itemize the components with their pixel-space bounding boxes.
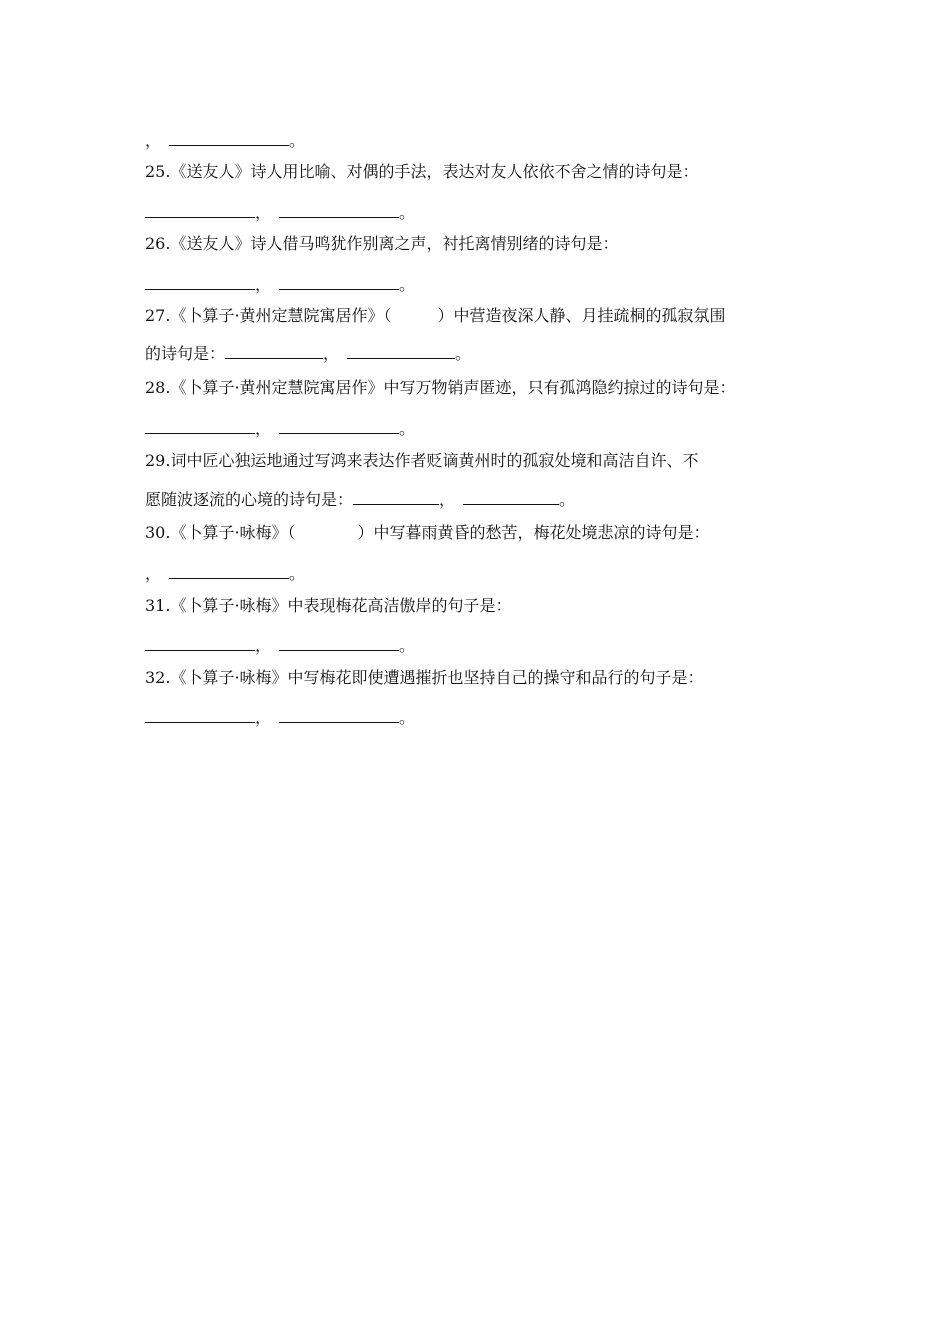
question-text-part-a: 30.《卜算子·咏梅》（ xyxy=(145,523,296,542)
question-28 xyxy=(145,377,736,399)
question-text: 26.《送友人》诗人借马鸣犹作别离之声，衬托离情别绪的诗句是： xyxy=(145,234,619,253)
question-27 xyxy=(145,305,726,327)
question-26-answer-line xyxy=(145,273,415,296)
question-31-answer-line xyxy=(145,634,415,657)
question-text-part-a: 29.词中匠心独运地通过写鸿来表达作者贬谪黄州时的孤寂处境和高洁自许、不 xyxy=(145,451,699,470)
answer-blank[interactable] xyxy=(279,201,399,218)
answer-blank[interactable] xyxy=(279,706,399,723)
question-text-part-c: 的诗句是： xyxy=(145,344,226,363)
period: 。 xyxy=(399,636,416,655)
answer-blank[interactable] xyxy=(347,342,455,359)
question-32-answer-line xyxy=(145,706,415,729)
answer-blank[interactable] xyxy=(279,634,399,651)
answer-blank[interactable] xyxy=(353,488,439,505)
answer-blank[interactable] xyxy=(145,706,255,723)
period: 。 xyxy=(559,490,576,509)
comma: ， xyxy=(145,564,162,583)
comma: ， xyxy=(439,490,456,509)
question-31 xyxy=(145,595,512,617)
question-25 xyxy=(145,161,698,183)
period: 。 xyxy=(399,419,416,438)
question-25-answer-line xyxy=(145,201,415,224)
answer-blank[interactable] xyxy=(279,417,399,434)
answer-blank[interactable] xyxy=(169,562,289,579)
question-30 xyxy=(145,522,710,544)
answer-blank[interactable] xyxy=(145,634,255,651)
question-text-part-b: ）中营造夜深人静、月挂疏桐的孤寂氛围 xyxy=(437,306,726,325)
question-text-part-a: 27.《卜算子·黄州定慧院寓居作》（ xyxy=(145,306,392,325)
period: 。 xyxy=(399,708,416,727)
question-27-answer-line xyxy=(145,342,471,365)
period: 。 xyxy=(289,131,306,150)
answer-blank[interactable] xyxy=(225,342,323,359)
comma: ， xyxy=(255,419,272,438)
period: 。 xyxy=(289,564,306,583)
answer-blank[interactable] xyxy=(145,273,255,290)
question-text: 25.《送友人》诗人用比喻、对偶的手法，表达对友人依依不舍之情的诗句是： xyxy=(145,162,699,181)
comma: ， xyxy=(255,275,272,294)
question-29 xyxy=(145,450,698,472)
answer-blank[interactable] xyxy=(145,201,255,218)
period: 。 xyxy=(399,275,416,294)
question-28-answer-line xyxy=(145,417,415,440)
question-text: 28.《卜算子·黄州定慧院寓居作》中写万物销声匿迹，只有孤鸿隐约掠过的诗句是： xyxy=(145,378,736,397)
question-32 xyxy=(145,667,704,689)
comma: ， xyxy=(323,344,340,363)
carryover-answer-line xyxy=(145,129,305,152)
comma: ， xyxy=(255,708,272,727)
comma: ， xyxy=(255,636,272,655)
answer-blank[interactable] xyxy=(463,488,559,505)
question-26 xyxy=(145,233,618,255)
question-text: 32.《卜算子·咏梅》中写梅花即使遭遇摧折也坚持自己的操守和品行的句子是： xyxy=(145,668,704,687)
answer-blank[interactable] xyxy=(169,129,289,146)
question-29-answer-line xyxy=(145,488,575,511)
answer-blank[interactable] xyxy=(145,417,255,434)
comma: ， xyxy=(145,131,162,150)
question-text-part-b: ）中写暮雨黄昏的愁苦，梅花处境悲凉的诗句是： xyxy=(357,523,710,542)
question-text: 31.《卜算子·咏梅》中表现梅花高洁傲岸的句子是： xyxy=(145,596,512,615)
period: 。 xyxy=(399,203,416,222)
question-text-part-b: 愿随波逐流的心境的诗句是： xyxy=(145,490,354,509)
comma: ， xyxy=(255,203,272,222)
period: 。 xyxy=(455,344,472,363)
answer-blank[interactable] xyxy=(279,273,399,290)
question-30-answer-line xyxy=(145,562,305,585)
